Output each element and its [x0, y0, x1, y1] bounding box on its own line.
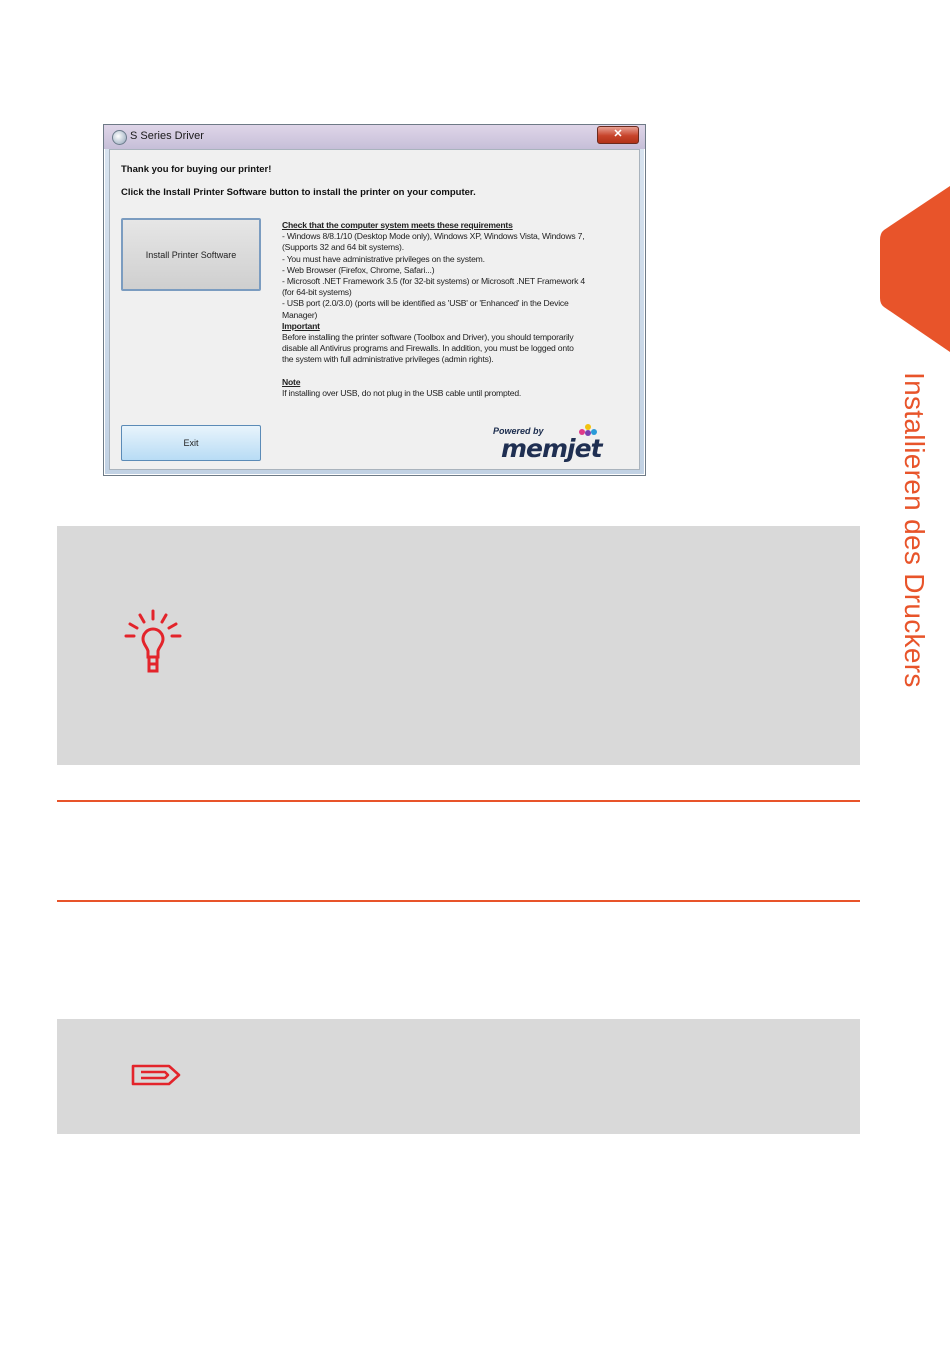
- exit-button[interactable]: Exit: [121, 425, 261, 461]
- lightbulb-icon: [123, 609, 183, 679]
- important-line: Before installing the printer software (Toolbox and Driver), you should temporarily: [282, 332, 574, 343]
- window-client-area: [109, 149, 640, 470]
- click-instruction-text: Click the Install Printer Software button to install the printer on your computer.: [121, 187, 476, 198]
- chapter-title: Installieren des Druckers: [899, 372, 930, 688]
- install-printer-software-button[interactable]: Install Printer Software: [121, 218, 261, 291]
- requirement-line: Manager): [282, 309, 318, 320]
- paperclip-icon: [130, 1062, 182, 1088]
- window-titlebar: [104, 125, 645, 149]
- window-title: S Series Driver: [130, 130, 204, 142]
- requirement-line: (for 64-bit systems): [282, 287, 352, 298]
- requirement-line: - USB port (2.0/3.0) (ports will be identified as 'USB' or 'Enhanced' in the Device: [282, 298, 569, 309]
- logo-powered-by: Powered by: [493, 426, 544, 436]
- section-divider: [57, 900, 860, 902]
- thanks-text: Thank you for buying our printer!: [121, 164, 272, 175]
- note-heading: Note: [282, 376, 301, 387]
- requirement-line: - Web Browser (Firefox, Chrome, Safari...): [282, 264, 435, 275]
- requirement-line: - Microsoft .NET Framework 3.5 (for 32-bit systems) or Microsoft .NET Framework 4: [282, 276, 585, 287]
- installer-window-screenshot: [103, 124, 646, 476]
- requirement-line: - Windows 8/8.1/10 (Desktop Mode only), Windows XP, Windows Vista, Windows 7,: [282, 231, 585, 242]
- chapter-tab: [878, 186, 950, 352]
- note-text: If installing over USB, do not plug in the USB cable until prompted.: [282, 387, 522, 398]
- logo-wordmark: memjet: [501, 434, 602, 463]
- requirements-heading: Check that the computer system meets these requirements: [282, 220, 513, 230]
- app-icon: [112, 130, 127, 145]
- requirement-line: (Supports 32 and 64 bit systems).: [282, 242, 404, 253]
- requirements-panel: [282, 220, 632, 399]
- section-divider: [57, 800, 860, 802]
- close-button[interactable]: ✕: [597, 126, 639, 144]
- important-line: the system with full administrative privileges (admin rights).: [282, 354, 494, 365]
- requirement-line: - You must have administrative privileges on the system.: [282, 253, 485, 264]
- important-heading: Important: [282, 320, 320, 331]
- important-line: disable all Antivirus programs and Firewalls. In addition, you must be logged onto: [282, 343, 574, 354]
- memjet-logo: [493, 422, 633, 462]
